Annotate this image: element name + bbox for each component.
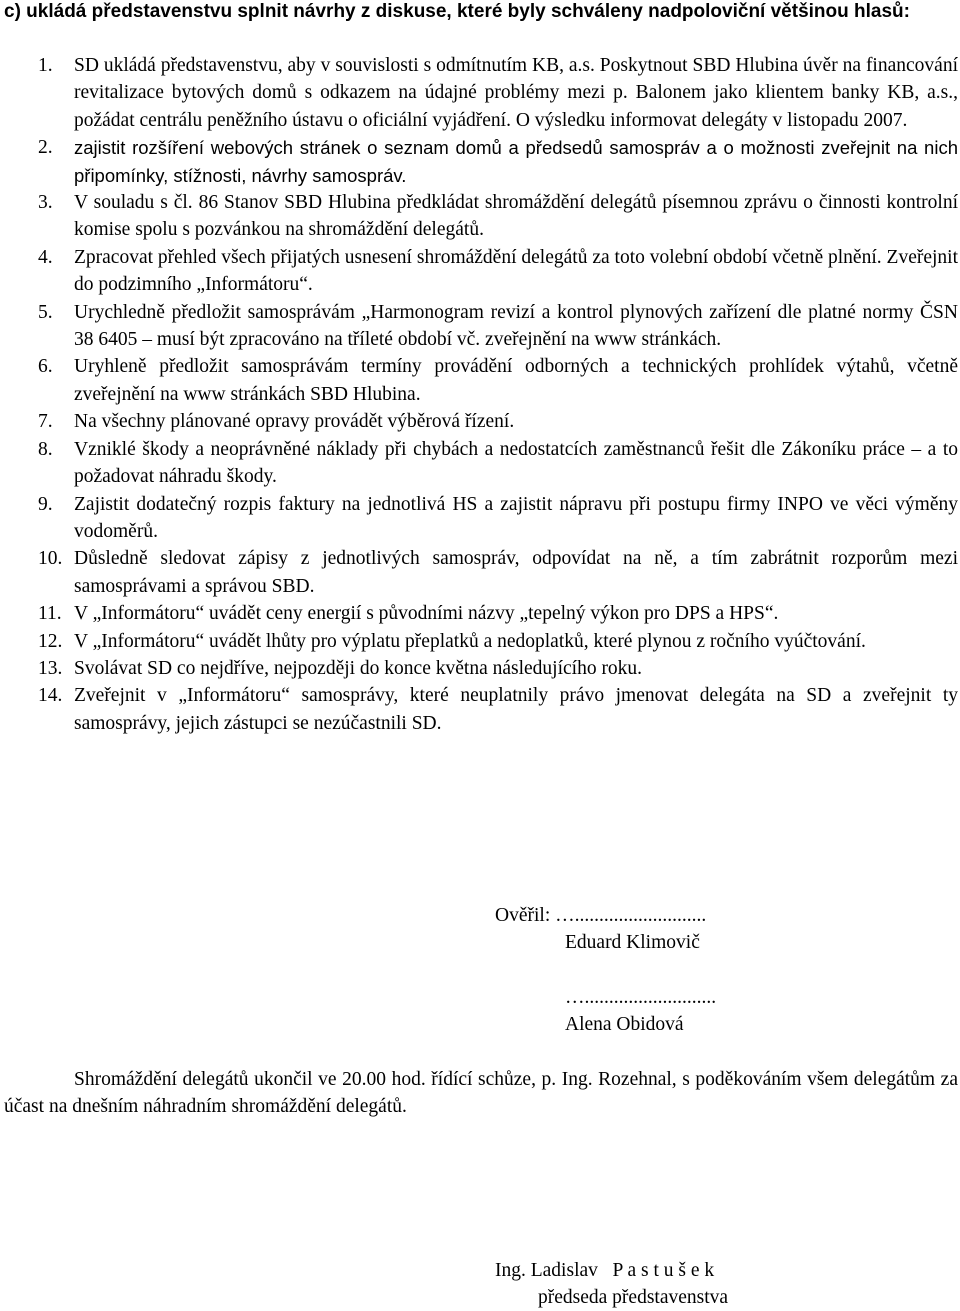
item-text: Důsledně sledovat zápisy z jednotlivých samospráv, odpovídat na ně, a tím zabrátnit rozporům mezi samosprávami a správou SBD. [74, 548, 958, 597]
section-heading: c) ukládá představenstvu splnit návrhy z diskuse, které byly schváleny nadpoloviční většinou hlasů: [4, 1, 910, 22]
item-number: 12. [38, 630, 63, 652]
item-number: 8. [38, 438, 53, 460]
list-item [4, 682, 958, 737]
verified-label: Ověřil: [495, 905, 551, 926]
item-number: 10. [38, 548, 63, 570]
item-text: Zajistit dodatečný rozpis faktury na jednotlivá HS a zajistit nápravu při postupu firmy INPO ve věci výměny vodoměrů. [74, 493, 958, 542]
item-text: V souladu s čl. 86 Stanov SBD Hlubina předkládat shromáždění delegátů písemnou zprávu o činnosti kontrolní komise spolu s pozvánkou na shromáždění delegátů. [74, 192, 958, 241]
signatory-name: Ing. Ladislav P a s t u š e k [495, 1260, 715, 1281]
item-text: Svolávat SD co nejdříve, nejpozději do konce května následujícího roku. [74, 657, 643, 679]
item-text: Zpracovat přehled všech přijatých usnesení shromáždění delegátů za toto volební období včetně plnění. Zveřejnit do podzimního „Informátoru“. [74, 246, 958, 296]
item-text: SD ukládá představenstvu, aby v souvislosti s odmítnutím KB, a.s. Poskytnout SBD Hlubina úvěr na financování revitalizace bytových domů s odkazem na údajné problémy mezi p. Balonem jako klientem banky KB, a.s., požádat centrálu peněžního ústavu o oficiální vyjádření. O výsledku informovat delegáty v listopadu 2007. [74, 55, 958, 131]
item-number: 3. [38, 192, 53, 214]
list-item [4, 545, 958, 600]
item-text: Urychledně předložit samosprávám „Harmonogram revizí a kontrol plynových zařízení dle platné normy ČSN 38 6405 – musí být zpracováno na tříleté období vč. zveřejnění na www stránkách. [74, 301, 958, 351]
item-number: 7. [38, 411, 53, 433]
item-number: 11. [38, 603, 62, 625]
list-item [4, 436, 958, 491]
verified-by [495, 902, 706, 929]
signature-dots: …........................... [565, 987, 717, 1008]
item-text: V „Informátoru“ uvádět lhůty pro výplatu přeplatků a nedoplatků, které plynou z ročního vyúčtování. [74, 630, 866, 652]
list-item [4, 491, 958, 546]
list-item [4, 299, 958, 354]
list-item [4, 628, 958, 655]
signature-dots: …........................... [555, 905, 707, 926]
item-number: 14. [38, 685, 63, 707]
item-text: Zveřejnit v „Informátoru“ samosprávy, které neuplatnily právo jmenovat delegáta na SD a zveřejnit ty samosprávy, jejich zástupci se nezúčastnili SD. [74, 685, 958, 734]
item-text: Vzniklé škody a neoprávněné náklady při chybách a nedostatcích zaměstnanců řešit dle Zákoníku práce – a to požadovat náhradu škody. [74, 438, 958, 488]
item-number: 4. [38, 246, 53, 268]
list-item [4, 189, 958, 244]
item-number: 2. [38, 137, 53, 159]
list-item [4, 353, 958, 408]
item-text: V „Informátoru“ uvádět ceny energií s původními názvy „tepelný výkon pro DPS a HPS“. [74, 603, 779, 625]
closing-paragraph: Shromáždění delegátů ukončil ve 20.00 hod. řídící schůze, p. Ing. Rozehnal, s poděkováním všem delegátům za účast na dnešním náhradním shromáždění delegátů. [4, 1069, 958, 1117]
verifier-name-2: Alena Obidová [565, 1014, 684, 1035]
list-item [4, 600, 958, 627]
item-number: 9. [38, 493, 53, 515]
item-text: Na všechny plánované opravy provádět výběrová řízení. [74, 411, 515, 433]
list-item [4, 52, 958, 134]
list-item [4, 408, 958, 435]
verifier-name-1: Eduard Klimovič [565, 932, 700, 953]
list-item [4, 244, 958, 299]
resolution-list [4, 52, 958, 737]
item-number: 5. [38, 301, 53, 323]
item-number: 1. [38, 55, 53, 76]
list-item [4, 655, 958, 682]
item-number: 6. [38, 356, 53, 378]
item-text: Uryhleně předložit samosprávám termíny provádění odborných a technických prohlídek výtahů, včetně zveřejnění na www stránkách SBD Hlubina. [74, 356, 958, 405]
item-text: zajistit rozšíření webových stránek o seznam domů a předsedů samospráv a o možnosti zveřejnit na nich připomínky, stížnosti, návrhy samospráv. [74, 137, 958, 186]
item-number: 13. [38, 657, 63, 679]
list-item [4, 134, 958, 189]
signatory-title: předseda představenstva [538, 1287, 729, 1308]
